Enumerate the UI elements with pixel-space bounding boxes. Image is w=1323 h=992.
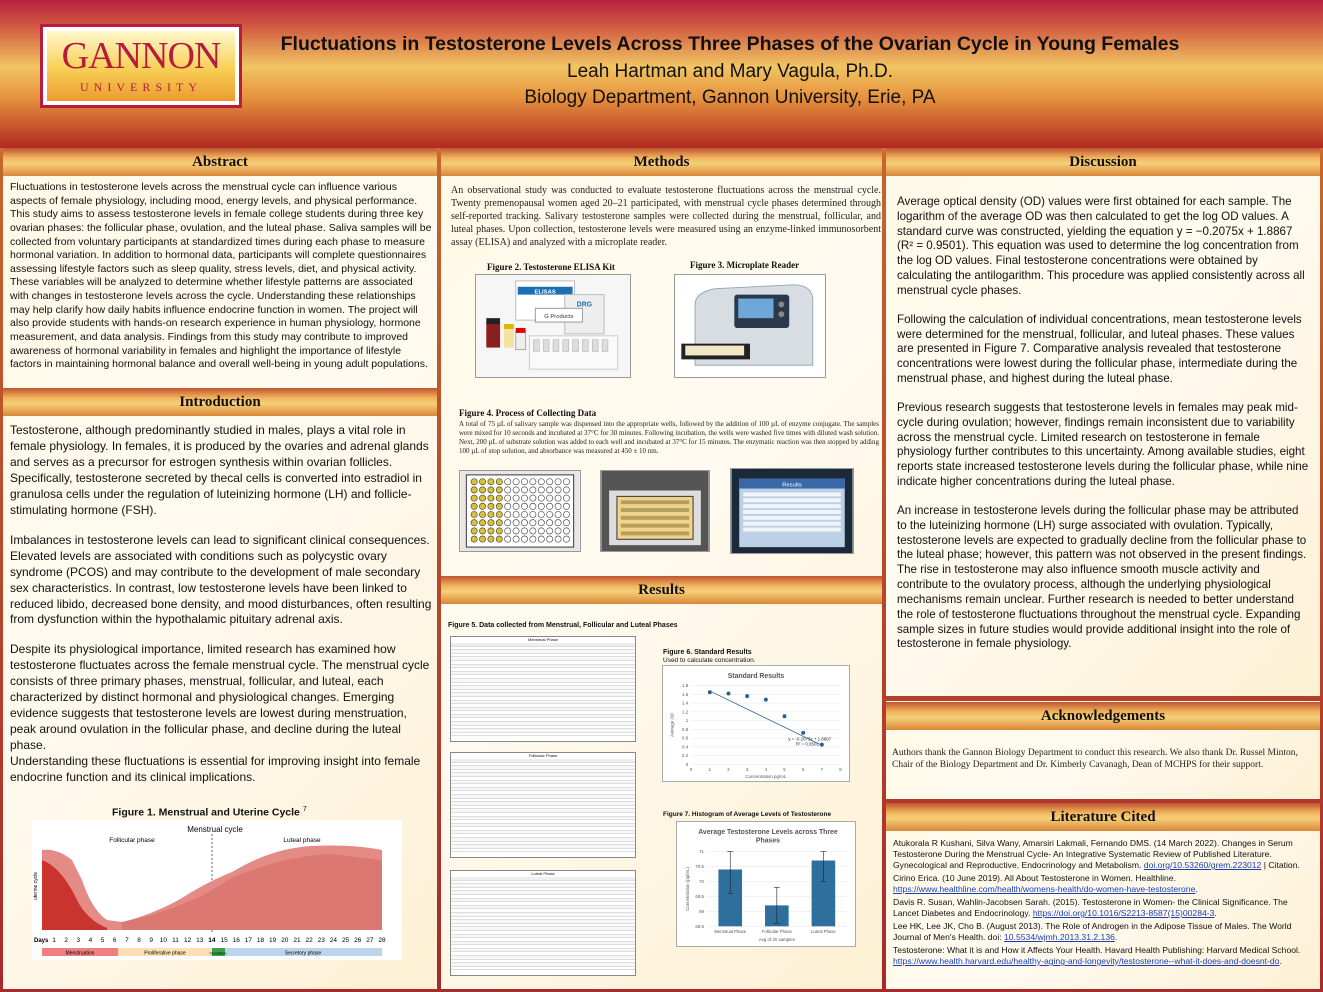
day-tick-27: 27	[366, 937, 374, 944]
menstrual-table-rows	[451, 643, 635, 736]
std-xtick: 0	[689, 767, 693, 773]
well	[479, 511, 485, 517]
well	[505, 495, 511, 501]
well	[555, 487, 561, 493]
std-xtick: 3	[745, 767, 749, 773]
well	[488, 503, 494, 509]
well	[521, 487, 527, 493]
well	[547, 487, 553, 493]
well	[513, 503, 519, 509]
well	[563, 487, 569, 493]
well	[555, 528, 561, 534]
screen-results-label: Results	[782, 482, 802, 489]
std-xlabel: Concentration pg/mL	[745, 774, 787, 780]
well	[496, 511, 502, 517]
well	[547, 511, 553, 517]
well	[563, 536, 569, 542]
day-tick-13: 13	[196, 937, 204, 944]
figure3-caption: Figure 3. Microplate Reader	[690, 260, 800, 270]
well	[521, 536, 527, 542]
well	[513, 536, 519, 542]
well	[555, 536, 561, 542]
day-tick-23: 23	[317, 937, 325, 944]
well	[538, 495, 544, 501]
methods-text: An observational study was conducted to evaluate testosterone fluctuations across the menstrual cycle. Twenty premenopausal women aged 20–21 participated, with menstrual cycle phases determined through self-reported tracking. Salivary testosterone samples were collected during the menstrual, follicular, and luteal phases. Upon collection, testosterone levels were measured using an enzyme-linked immunosorbent assay (ELISA) and analyzed with a microplate reader.	[451, 185, 881, 248]
day-tick-14: 14	[208, 937, 216, 944]
luteal-table-title: Luteal Phase	[531, 871, 555, 876]
introduction-text	[10, 423, 434, 786]
reference-5: Testosterone: What it is and How it Affects Your Health. Havard Health Publishing: Harvard Medical School. https://www.health.harvard.edu/healthy-aging-and-longevity/testosterone--what-it-does-and-doesnt-do.	[893, 945, 1301, 966]
well	[488, 487, 494, 493]
bar-chart-title: Average Testosterone Levels across Three Phases	[698, 828, 838, 845]
follicular-table	[450, 752, 636, 858]
intro-paragraph-3: Despite its physiological importance, limited research has examined how testosterone fluctuates across the female menstrual cycle. The menstrual cycle consists of three primary phases, menstrual, follicular, and luteal, each characterized by distinct hormonal and physiological changes. Emerging evidence suggests that testosterone levels are lowest during menstruation, peak around ovulation in the follicular phase, and decline during the luteal phase.	[10, 642, 430, 753]
kit-label-products: G Products	[544, 314, 574, 321]
bar-ytick: 68.5	[695, 923, 704, 929]
well	[496, 487, 502, 493]
day-tick-25: 25	[341, 937, 350, 944]
cycle-yaxis: uterine cycle	[33, 871, 39, 900]
day-tick-5: 5	[100, 937, 105, 944]
standard-results-chart	[662, 665, 850, 782]
table-row	[451, 733, 635, 737]
menstrual-cycle-diagram	[32, 820, 402, 960]
poster-title: Fluctuations in Testosterone Levels Across Three Phases of the Ovarian Cycle in Young Females	[280, 33, 1180, 55]
well	[538, 536, 544, 542]
well	[547, 528, 553, 534]
menstrual-table	[450, 636, 636, 742]
day-tick-7: 7	[125, 937, 129, 944]
bar-ytick: 70.5	[695, 863, 704, 869]
well-plate-photo	[459, 470, 581, 552]
well	[521, 528, 527, 534]
elisa-kit-photo	[475, 274, 631, 378]
day-tick-28: 28	[378, 937, 386, 944]
well	[479, 503, 485, 509]
well	[521, 479, 527, 485]
secretory-label: Secretory phase	[284, 950, 322, 957]
std-xtick: 4	[764, 767, 768, 773]
well	[513, 479, 519, 485]
bar-ytick: 71	[699, 849, 704, 854]
well	[547, 536, 553, 542]
day-tick-2: 2	[64, 937, 68, 944]
figure7-caption: Figure 7. Histogram of Average Levels of Testosterone	[663, 811, 832, 818]
std-point	[801, 731, 805, 735]
std-r2: R² = 0.9501	[795, 741, 819, 747]
acknowledgements-text: Authors thank the Gannon Biology Department to conduct this research. We also thank Dr. Russel Minton, Chair of the Biology Department and Dr. Kimberly Cavanagh, Dean of MCHPS for their support.	[892, 748, 1298, 771]
well	[555, 503, 561, 509]
microplate-reader-photo	[674, 274, 826, 378]
table-row	[451, 967, 635, 971]
well	[471, 487, 477, 493]
well	[471, 528, 477, 534]
std-ytick: 0.2	[682, 753, 689, 759]
day-tick-22: 22	[305, 937, 313, 944]
std-equation: y = -0.2075x + 1.8867	[788, 736, 832, 742]
well	[547, 503, 553, 509]
well	[505, 511, 511, 517]
discussion-paragraph-2: Following the calculation of individual concentrations, mean testosterone levels were determined for the menstrual, follicular, and luteal phases. These values are presented in Figure 7. Comparative analysis revealed that testosterone concentrations were lowest during the follicular phase, intermediate during the menstrual phase, and highest during the luteal phase.	[897, 312, 1302, 386]
std-point	[820, 743, 824, 747]
well	[530, 495, 536, 501]
results-heading: Results	[441, 576, 882, 604]
well	[471, 503, 477, 509]
well	[563, 528, 569, 534]
bar-category-label: Follicular Phase	[761, 929, 792, 935]
bar-ytick: 70	[699, 878, 704, 884]
cycle-title: Menstrual cycle	[187, 825, 243, 834]
std-point	[783, 714, 787, 718]
well	[547, 520, 553, 526]
well	[488, 528, 494, 534]
std-ytick: 0.4	[682, 744, 689, 750]
bar-category-label: Luteal Phase	[811, 929, 836, 935]
day-tick-19: 19	[269, 937, 277, 944]
std-xtick: 2	[727, 767, 730, 773]
well	[513, 528, 519, 534]
std-xtick: 7	[820, 767, 824, 773]
poster-authors: Leah Hartman and Mary Vagula, Ph.D.	[567, 61, 893, 82]
well	[496, 495, 502, 501]
reference-3-link[interactable]: https://doi.org/10.1016/S2213-8587(15)00284-3	[1032, 908, 1215, 918]
figure4-description: A total of 75 µL of salivary sample was dispensed into the appropriate wells, followed by the addition of 100 µL of enzyme conjugate. The samples were mixed for 10 seconds and incubated at 37°C for 30 minutes. Following incubation, the wells were washed five times with diluted wash solution. Next, 200 µL of substrate solution was added to each well and incubated at 37°C for 15 minutes. The enzymatic reaction was then stopped by adding 100 µL of stop solution, and absorbance was measured at 450 ± 10 nm.	[459, 420, 879, 456]
bar-ylabel: Concentration (pg/mL)	[685, 866, 691, 911]
well	[547, 495, 553, 501]
abstract-heading: Abstract	[3, 148, 437, 176]
well	[479, 528, 485, 534]
well	[471, 511, 477, 517]
well	[505, 503, 511, 509]
bar-category-label: Menstrual Phase	[714, 929, 747, 935]
well	[538, 487, 544, 493]
well	[471, 536, 477, 542]
figure4-caption: Figure 4. Process of Collecting Data	[459, 408, 597, 418]
introduction-heading: Introduction	[3, 388, 437, 416]
methods-heading: Methods	[441, 148, 882, 176]
well	[530, 536, 536, 542]
proliferative-label: Proliferative phase	[144, 950, 186, 957]
bar-ytick: 69	[699, 908, 704, 914]
follicular-table-rows	[451, 759, 635, 852]
follicular-label: Follicular phase	[109, 837, 155, 844]
well	[496, 528, 502, 534]
std-xtick: 6	[801, 767, 805, 773]
figure5-caption: Figure 5. Data collected from Menstrual, Follicular and Luteal Phases	[448, 622, 678, 629]
logo-word: GANNON	[61, 35, 221, 77]
discussion-text	[897, 195, 1311, 652]
std-ytick: 0.8	[682, 726, 689, 732]
well	[530, 520, 536, 526]
well	[530, 479, 536, 485]
day-tick-15: 15	[220, 937, 228, 944]
well	[513, 511, 519, 517]
discussion-paragraph-4: An increase in testosterone levels during the follicular phase may be attributed to the luteinizing hormone (LH) surge associated with ovulation. Typically, testosterone levels are expected to gradually decline from the follicular phase to the luteal phase; however, this pattern was not observed in the present findings. The rise in testosterone may also influence smooth muscle activity and contribute to the ovulatory process, although the underlying physiological mechanisms remain unclear. Further research is needed to better understand the role of testosterone fluctuations throughout the menstrual cycle. Expanding sample sizes in future studies would provide additional insight into the role of testosterone in female physiology.	[897, 503, 1307, 651]
well	[505, 528, 511, 534]
well	[563, 495, 569, 501]
well	[505, 520, 511, 526]
literature-list	[893, 838, 1313, 969]
well	[521, 503, 527, 509]
well	[513, 495, 519, 501]
reference-1-link[interactable]: doi.org/10.53260/grem.223012	[1143, 860, 1262, 870]
luteal-table-rows	[451, 877, 635, 970]
plate-in-reader-photo	[600, 470, 710, 552]
average-testosterone-chart	[676, 821, 856, 947]
day-tick-4: 4	[88, 937, 93, 944]
std-ytick: 1.2	[682, 709, 689, 715]
results-screen-photo	[730, 468, 854, 554]
reference-3: Davis R. Susan, Wahlin-Jacobsen Sarah. (2015). Testosterone in Women- the Clinical Significance. The Lancet Diabetes and Endocrinology. https://doi.org/10.1016/S2213-8587(15)00284-3.	[893, 897, 1288, 918]
well	[555, 520, 561, 526]
well	[555, 479, 561, 485]
reference-5-link[interactable]: https://www.health.harvard.edu/healthy-aging-and-longevity/testosterone--what-it-does-and-doesnt-do	[893, 956, 1280, 966]
literature-heading: Literature Cited	[886, 803, 1320, 831]
figure6-subcaption: Used to calculate concentration.	[663, 657, 756, 664]
well	[563, 520, 569, 526]
std-point	[708, 690, 712, 694]
gannon-logo	[40, 24, 242, 108]
day-tick-20: 20	[281, 937, 289, 944]
luteal-table	[450, 870, 636, 976]
well	[530, 503, 536, 509]
well	[538, 479, 544, 485]
well	[488, 536, 494, 542]
follicular-table-title: Follicular Phase	[528, 753, 558, 758]
day-tick-6: 6	[112, 937, 117, 944]
bar-xlabel: Avg of 20 samples	[758, 937, 795, 943]
well	[488, 520, 494, 526]
well	[538, 520, 544, 526]
well	[530, 511, 536, 517]
well	[563, 503, 569, 509]
reference-2: Cirino Erica. (10 June 2019). All About Testosterone in Women. Healthline. https://www.healthline.com/health/womens-health/do-women-have-testosterone.	[893, 873, 1198, 894]
poster-header	[0, 0, 1323, 148]
well	[496, 520, 502, 526]
abstract-text: Fluctuations in testosterone levels across the menstrual cycle can influence various aspects of female physiology, including mood, energy levels, and physical performance. This study aims to assess testosterone levels in female college students during three key ovarian phases: the follicular phase, ovulation, and the luteal phase. Saliva samples will be collected from voluntary participants at standardized times during each phase to measure hormonal variation. In addition to hormonal data, participants will complete questionnaires assessing lifestyle factors such as sleep quality, stress levels, diet, and physical activity. These variables will be analyzed to determine whether lifestyle patterns are associated with changes in testosterone levels across the cycle. Understanding these relationships may help clarify how daily habits influence endocrine function in women. The project will also provide students with hands-on research experience in human physiology, hormone measurement, and data analysis. Findings from this study may contribute to improved awareness of hormonal variability in females and highlight the importance of lifestyle factors in maintaining hormonal balance and overall well-being in young adult populations.	[10, 181, 432, 371]
well	[530, 487, 536, 493]
std-xtick: 1	[708, 767, 712, 773]
days-label: Days	[34, 938, 49, 944]
reference-1: Atukorala R Kushani, Silva Wany, Amarsiri Lakmali, Fernando DMS. (14 March 2022). Changes in Serum Testosterone During the Menstrual Cycle- An Integrative Systematic Review of Published Literature. Gynecological and Reproductive, Endocrinology and Metabolism. doi.org/10.53260/grem.223012 | Citation.	[893, 838, 1300, 870]
day-tick-11: 11	[172, 937, 179, 944]
well	[538, 528, 544, 534]
std-xtick: 5	[783, 767, 786, 773]
reference-4: Lee HK, Lee JK, Cho B. (August 2013). The Role of Androgen in the Adipose Tissue of Males. The World Journal of Men's Health. doi: 10.5534/wjmh.2013.31.2.136.	[893, 921, 1292, 942]
std-chart-title: Standard Results	[727, 672, 785, 680]
well	[479, 495, 485, 501]
day-tick-17: 17	[244, 937, 252, 944]
kit-label-drg: DRG	[576, 301, 593, 309]
day-tick-12: 12	[184, 937, 192, 944]
luteal-label: Luteal phase	[283, 837, 321, 844]
intro-paragraph-2: Imbalances in testosterone levels can lead to significant clinical consequences. Elevated levels are associated with conditions such as polycystic ovary syndrome (PCOS) and may contribute to the development of male secondary sex characteristics. In contrast, low testosterone levels have been linked to reduced libido, decreased bone density, and mood disturbances, often resulting from dysfunction within the hypothalamic pituitary adrenal axis.	[10, 532, 432, 627]
discussion-heading: Discussion	[886, 148, 1320, 176]
well	[505, 536, 511, 542]
well	[547, 479, 553, 485]
well	[538, 511, 544, 517]
well	[538, 503, 544, 509]
day-tick-8: 8	[137, 937, 141, 944]
reference-2-link[interactable]: https://www.healthline.com/health/womens-health/do-women-have-testosterone	[893, 884, 1196, 894]
well	[513, 487, 519, 493]
figure1-caption: Figure 1. Menstrual and Uterine Cycle $^7$	[112, 806, 307, 819]
std-ytick: 0	[685, 761, 689, 767]
discussion-paragraph-3: Previous research suggests that testosterone levels in females may peak mid-cycle during ovulation; however, findings remain inconsistent due to variability across the menstrual cycle. Limited research on testosterone in female physiology further contributes to this uncertainty. Among available studies, eight reports state increased testosterone levels during the follicular phase, while nine indicate higher concentrations during the luteal phase.	[897, 400, 1309, 489]
day-tick-1: 1	[52, 937, 56, 944]
figure2-caption: Figure 2. Testosterone ELISA Kit	[487, 262, 615, 272]
well	[521, 495, 527, 501]
well	[479, 479, 485, 485]
day-tick-16: 16	[232, 937, 240, 944]
std-point	[745, 694, 749, 698]
intro-paragraph-4: Understanding these fluctuations is essential for improving insight into female endocrine function and its clinical implications.	[10, 754, 421, 785]
poster-department: Biology Department, Gannon University, Erie, PA	[524, 87, 936, 108]
well	[530, 528, 536, 534]
well	[521, 520, 527, 526]
day-tick-21: 21	[293, 937, 301, 944]
std-ytick: 1.4	[682, 700, 689, 706]
well	[505, 487, 511, 493]
acknowledgements-heading: Acknowledgements	[886, 702, 1320, 730]
discussion-paragraph-1: Average optical density (OD) values were first obtained for each sample. The logarithm of the average OD was then calculated to get the log OD values. A standard curve was constructed, yielding the equation y = −0.2075x + 1.8867 (R² = 0.9501). This equation was used to determine the log concentration from the log OD values. Final testosterone concentrations were obtained by calculating the antilogarithm. This procedure was applied consistently across all menstrual cycle phases.	[897, 195, 1305, 297]
day-tick-9: 9	[149, 937, 153, 944]
well	[479, 536, 485, 542]
day-tick-26: 26	[354, 937, 362, 944]
menstruation-label: Menstruation	[65, 950, 95, 957]
well	[563, 479, 569, 485]
std-point	[727, 692, 731, 696]
well	[505, 479, 511, 485]
std-point	[764, 698, 768, 702]
std-ytick: 1	[685, 718, 689, 724]
std-ylabel: Average OD	[669, 712, 675, 738]
bar-ytick: 69.5	[695, 893, 704, 899]
day-tick-10: 10	[159, 937, 167, 944]
well	[471, 520, 477, 526]
reference-4-link[interactable]: 10.5534/wjmh.2013.31.2.136	[1004, 932, 1115, 942]
well	[555, 511, 561, 517]
title-block	[250, 33, 1210, 109]
well	[555, 495, 561, 501]
day-tick-18: 18	[256, 937, 265, 944]
well	[563, 511, 569, 517]
std-ytick: 1.6	[682, 691, 689, 697]
day-tick-3: 3	[76, 937, 81, 944]
table-row	[451, 849, 635, 853]
logo-subtitle: UNIVERSITY	[80, 80, 202, 94]
well	[488, 479, 494, 485]
std-xtick: 8	[839, 767, 842, 773]
ovulation-label: Ovulation	[209, 950, 227, 956]
menstrual-table-title: Menstrual Phase	[527, 637, 558, 642]
std-ytick: 1.8	[682, 683, 689, 689]
well	[496, 536, 502, 542]
intro-paragraph-1: Testosterone, although predominantly studied in males, plays a vital role in female physiology. In females, it is produced by the ovaries and adrenal glands and serves as a precursor for estrogen synthesis within ovarian follicles. Specifically, testosterone secreted by thecal cells is converted into estradiol in granulosa cells under the regulation of luteinizing hormone (LH) and follicle-stimulating hormone (FSH).	[10, 423, 429, 517]
well	[479, 487, 485, 493]
well	[488, 511, 494, 517]
std-ytick: 0.6	[682, 735, 689, 741]
well	[513, 520, 519, 526]
well	[471, 495, 477, 501]
well	[496, 503, 502, 509]
well	[521, 511, 527, 517]
figure6-caption: Figure 6. Standard Results	[663, 649, 752, 656]
well	[496, 479, 502, 485]
well	[488, 495, 494, 501]
well	[471, 479, 477, 485]
well	[479, 520, 485, 526]
kit-label-elisas: ELISAS	[534, 289, 556, 296]
day-tick-24: 24	[329, 937, 338, 944]
